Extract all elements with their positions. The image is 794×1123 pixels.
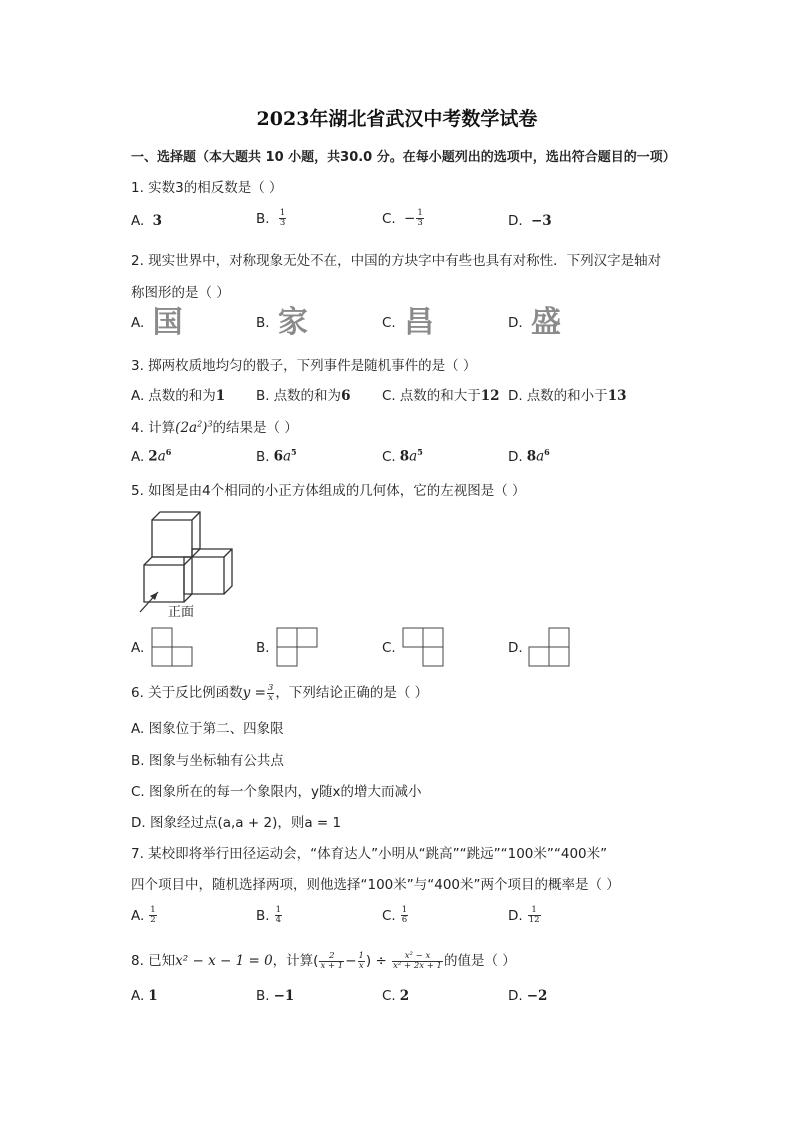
hanzi-guo: 国 — [152, 305, 183, 340]
fraction: $\frac{2}{x + 1}$ — [320, 950, 344, 971]
expression: $(2a^2)^3$ — [175, 419, 213, 436]
question-3-stem: 3. 掷两枚质地均匀的骰子，下列事件是随机事件的是（ ） — [131, 358, 477, 374]
option-number: 12 — [480, 388, 500, 404]
option-label: B. — [256, 988, 270, 1004]
function-lhs: y = — [242, 685, 266, 701]
q5-option-b: B. — [256, 640, 270, 656]
q5-option-c: C. — [382, 640, 396, 656]
view-option-b-diagram — [276, 627, 318, 668]
q5-option-d: D. — [508, 640, 523, 656]
q2-option-d — [508, 305, 561, 340]
option-number: 6 — [341, 388, 351, 404]
option-label: A. — [131, 213, 145, 229]
q3-option-b — [256, 384, 350, 404]
option-label: A. — [131, 315, 145, 331]
option-label: B. — [256, 907, 270, 924]
option-label: B. — [256, 210, 270, 227]
q6-option-b: B. 图象与坐标轴有公共点 — [131, 753, 284, 769]
fraction: $\frac{3}{x}$ — [267, 682, 274, 703]
option-label: D. — [508, 213, 523, 229]
stem-text: 8. 已知 — [131, 953, 176, 969]
q1-option-b — [256, 209, 287, 228]
q2-option-a — [131, 305, 183, 340]
question-8-stem: 8. 已知x² − x − 1 = 0，计算( $\frac{2}{x + 1}$ − $\frac{1}{x}$ ) ÷ $\frac{\text{x² − x}}{\text{x² + 2x + 1}}$ 的值是（ ） — [131, 950, 516, 971]
q7-option-b — [256, 906, 283, 925]
question-5-stem: 5. 如图是由4个相同的小正方体组成的几何体，它的左视图是（ ） — [131, 483, 526, 499]
option-label: D. — [508, 907, 523, 924]
question-4-stem — [131, 416, 298, 436]
equation: x² − x − 1 = 0 — [175, 953, 273, 969]
option-label: A. — [131, 907, 145, 924]
option-label: A. — [131, 448, 145, 465]
q8-option-a — [131, 988, 158, 1004]
q1-option-c — [382, 209, 425, 228]
option-label: C. — [382, 448, 396, 465]
stem-text: 的结果是（ ） — [212, 420, 298, 436]
question-6-stem — [131, 681, 428, 703]
front-view-label: 正面 — [168, 605, 195, 620]
q6-option-d: D. 图象经过点(a,a + 2)，则a = 1 — [131, 815, 342, 831]
fraction: $\frac{1}{3}$ — [417, 208, 423, 228]
stem-text: 的值是（ ） — [443, 953, 516, 969]
q2-option-b — [256, 305, 308, 340]
option-value: 3 — [152, 213, 162, 229]
hanzi-jia: 家 — [277, 305, 308, 340]
q4-option-d: D. $8a^6$ — [508, 447, 550, 465]
q7-option-c — [382, 906, 409, 925]
hanzi-sheng: 盛 — [530, 305, 561, 340]
option-label: C. — [382, 315, 396, 331]
option-label: C. — [382, 988, 396, 1004]
option-text: 点数的和小于 — [526, 388, 608, 404]
hanzi-chang: 昌 — [404, 305, 435, 340]
q6-option-c: C. 图象所在的每一个象限内，y随x的增大而减小 — [131, 784, 422, 800]
fraction: $\frac{\text{x² − x}}{\text{x² + 2x + 1}}$ — [393, 950, 442, 971]
q8-option-b — [256, 988, 294, 1004]
option-value: 1 — [148, 988, 158, 1004]
stem-text: 6. 关于反比例函数 — [131, 685, 243, 701]
stem-text: ，下列结论正确的是（ ） — [275, 685, 429, 701]
q4-option-a: A. $2a^6$ — [131, 447, 172, 465]
view-option-c-diagram — [402, 627, 444, 668]
view-option-d-diagram — [528, 627, 570, 668]
q2-option-c — [382, 305, 435, 340]
option-label: D. — [508, 988, 523, 1004]
option-label: B. — [256, 448, 270, 465]
option-label: C. — [382, 907, 396, 924]
stem-text: ，计算 — [272, 953, 314, 969]
fraction: $\frac{1}{4}$ — [275, 905, 281, 925]
q4-option-b: B. $6a^5$ — [256, 447, 297, 465]
option-text: 点数的和为 — [148, 388, 216, 404]
option-value: −2 — [526, 988, 548, 1004]
option-number: 13 — [607, 388, 627, 404]
option-value: −1 — [273, 988, 295, 1004]
question-2-stem-line2: 称图形的是（ ） — [131, 285, 230, 301]
option-number: 1 — [215, 388, 226, 404]
option-value: −3 — [530, 213, 552, 229]
fraction: $\frac{1}{2}$ — [150, 905, 156, 925]
q6-option-a: A. 图象位于第二、四象限 — [131, 721, 284, 737]
option-text: 点数的和为 — [273, 388, 342, 404]
q8-option-c — [382, 988, 409, 1004]
q5-option-a: A. — [131, 640, 145, 656]
fraction: $\frac{1}{12}$ — [528, 905, 540, 925]
question-7-stem-line2: 四个项目中，随机选择两项，则他选择“100米”与“400米”两个项目的概率是（ ） — [131, 877, 620, 893]
q7-option-a — [131, 906, 158, 925]
option-label: C. — [382, 210, 396, 227]
question-2-stem-line1: 2. 现实世界中，对称现象无处不在，中国的方块字中有些也具有对称性．下列汉字是轴对 — [131, 253, 662, 269]
fraction: $\frac{1}{x}$ — [358, 950, 364, 971]
fraction: $\frac{1}{3}$ — [279, 208, 286, 228]
option-label: C. — [382, 388, 396, 404]
page-title: 2023年湖北省武汉中考数学试卷 — [256, 108, 538, 130]
option-label: A. — [131, 988, 145, 1004]
q3-option-c — [382, 384, 500, 404]
q3-option-a — [131, 384, 225, 404]
question-1-stem: 1. 实数3的相反数是（ ） — [131, 180, 283, 196]
q8-option-d — [508, 988, 547, 1004]
view-option-a-diagram — [151, 627, 193, 668]
option-value: 2 — [399, 988, 410, 1004]
option-label: D. — [508, 315, 523, 331]
option-label: B. — [256, 315, 270, 331]
fraction: $\frac{1}{6}$ — [401, 905, 408, 925]
option-label: B. — [256, 388, 270, 404]
stem-text: 4. 计算 — [131, 420, 176, 436]
q4-option-c: C. $8a^5$ — [382, 447, 423, 465]
option-label: D. — [508, 448, 523, 465]
question-7-stem-line1: 7. 某校即将举行田径运动会，“体育达人”小明从“跳高”“跳远”“100米”“400米” — [131, 846, 608, 862]
option-label: D. — [508, 388, 523, 404]
option-label: A. — [131, 388, 145, 404]
q1-option-d — [508, 213, 552, 229]
section-heading: 一、选择题（本大题共 10 小题，共30.0 分。在每小题列出的选项中，选出符合题目的一项） — [131, 150, 676, 165]
option-text: 点数的和大于 — [399, 388, 481, 404]
q3-option-d — [508, 384, 626, 404]
minus-sign: − — [404, 210, 416, 227]
q7-option-d — [508, 906, 542, 925]
q1-option-a — [131, 213, 162, 229]
